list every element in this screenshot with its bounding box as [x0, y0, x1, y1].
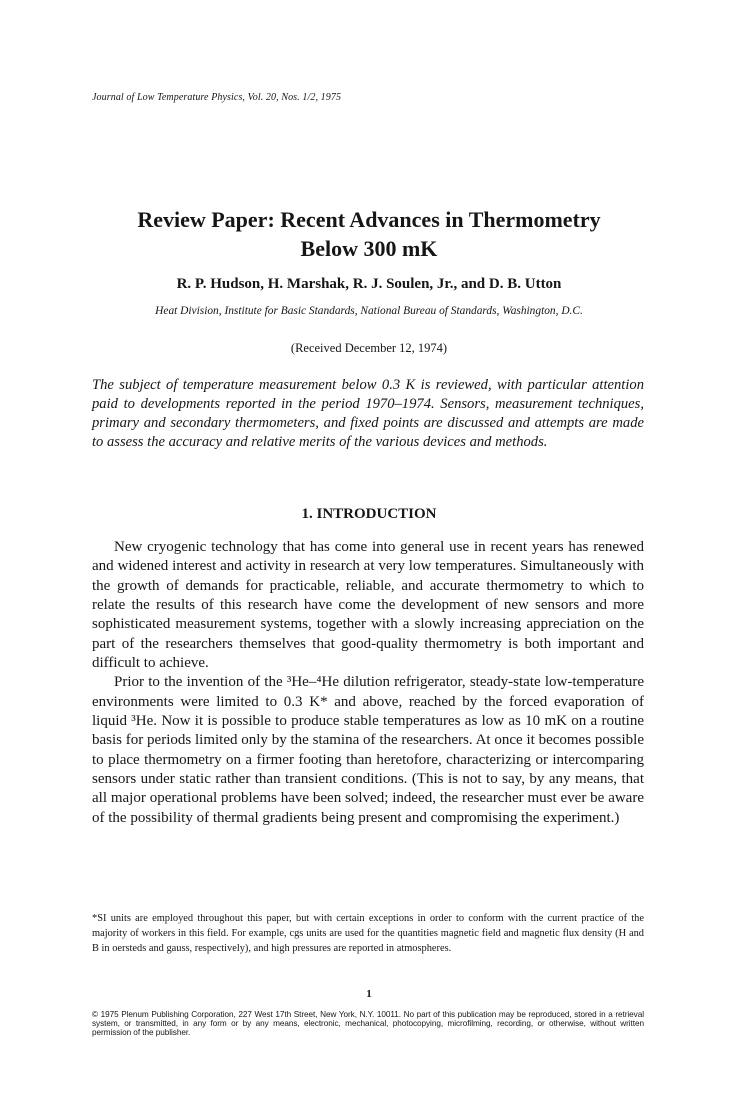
- received-date: (Received December 12, 1974): [290, 341, 448, 355]
- title-line-1: Review Paper: Recent Advances in Thermometry: [137, 207, 601, 232]
- title-line-2: Below 300 mK: [300, 236, 438, 261]
- footnote-si-units: *SI units are employed throughout this paper, but with certain exceptions in order to conform with the current practice of the majority of workers in this field. For example, cgs units are used for the quantities magnetic field and magnetic flux density (H and B in oersteds and gauss, respectively), and high pressures are reported in atmospheres.: [92, 913, 644, 954]
- section-heading-introduction: 1. INTRODUCTION: [301, 506, 437, 522]
- introduction-body: [92, 538, 644, 828]
- paragraph: Prior to the invention of the ³He–⁴He dilution refrigerator, steady-state low-temperature environments were limited to 0.3 K* and above, reached by the forced evaporation of liquid ³He. Now it is possible to produce stable temperatures as low as 10 mK on a routine basis for periods limited only by the stamina of the researchers. At once it becomes possible to place thermometry on a firmer footing than heretofore, characterizing or intercomparing sensors under static rather than transient conditions. (This is not to say, by any means, that all major operational problems have been solved; indeed, the researcher must ever be aware of the possibility of thermal gradients being present and compromising the experiment.): [92, 674, 644, 826]
- page-number: 1: [366, 988, 372, 1000]
- copyright-notice: © 1975 Plenum Publishing Corporation, 227 West 17th Street, New York, N.Y. 10011. No part of this publication may be reproduced, stored in a retrieval system, or transmitted, in any form or by any means, electronic, mechanical, photocopying, microfilming, recording, or otherwise, without written permission of the publisher.: [92, 1010, 644, 1037]
- author-list: R. P. Hudson, H. Marshak, R. J. Soulen, Jr., and D. B. Utton: [176, 276, 562, 292]
- paragraph: New cryogenic technology that has come into general use in recent years has renewed and widened interest and activity in research at very low temperatures. Simultaneously with the growth of demands for practicable, reliable, and accurate thermometry to which to relate the results of this research have come the development of new sensors and more sophisticated measurement systems, together with a slowly increasing appreciation on the part of the researchers themselves that good-quality thermometry is both important and difficult to achieve.: [92, 539, 644, 672]
- paper-title: [0, 205, 738, 263]
- journal-running-head: Journal of Low Temperature Physics, Vol. 20, Nos. 1/2, 1975: [92, 92, 342, 103]
- abstract: The subject of temperature measurement below 0.3 K is reviewed, with particular attention paid to developments reported in the period 1970–1974. Sensors, measurement techniques, primary and secondary thermometers, and fixed points are discussed and attempts are made to assess the accuracy and relative merits of the various devices and methods.: [92, 377, 644, 451]
- author-affiliation: Heat Division, Institute for Basic Standards, National Bureau of Standards, Washington, D.C.: [155, 305, 583, 317]
